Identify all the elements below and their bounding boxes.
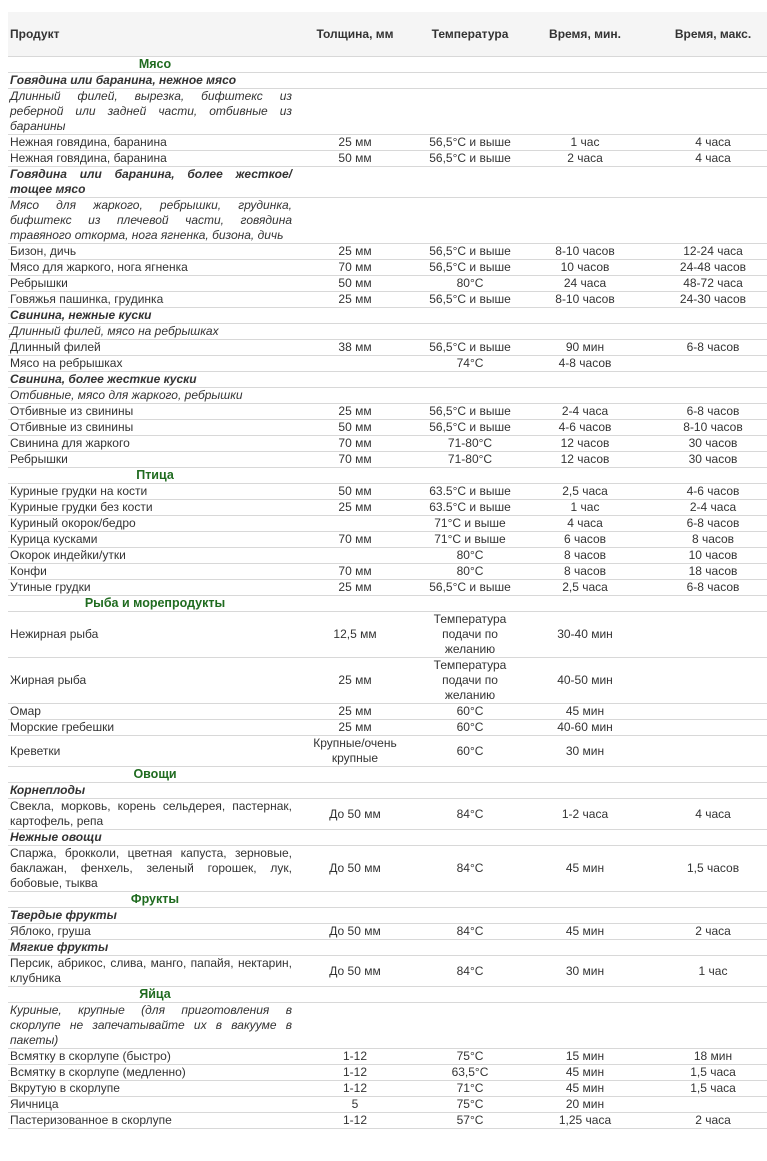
cell-product: Креветки — [8, 736, 294, 767]
cell-temperature: 71°С — [416, 1081, 524, 1097]
cell-thickness: 25 мм — [294, 244, 416, 260]
cell-thickness: 1-12 — [294, 1081, 416, 1097]
cell-product: Персик, абрикос, слива, манго, папайя, нектарин, клубника — [10, 956, 292, 985]
cell-temperature: 71°С и выше — [416, 532, 524, 548]
cell-thickness: Крупные/очень крупные — [294, 736, 416, 767]
cell-time-max: 4 часа — [646, 151, 767, 167]
table-row — [8, 532, 767, 548]
group-subheading: Твердые фрукты — [8, 908, 294, 924]
cell-thickness: 70 мм — [294, 452, 416, 468]
cell-time-min: 12 часов — [524, 452, 646, 468]
cell-time-max: 24-30 часов — [646, 292, 767, 308]
table-row — [8, 1049, 767, 1065]
cell-thickness: До 50 мм — [294, 924, 416, 940]
table-row — [8, 135, 767, 151]
cell-product: Вкрутую в скорлупе — [8, 1081, 294, 1097]
cell-thickness: 25 мм — [294, 658, 416, 704]
cell-product: Ребрышки — [8, 452, 294, 468]
cell-time-max: 18 часов — [646, 564, 767, 580]
cell-thickness: 25 мм — [294, 720, 416, 736]
cell-time-max: 6-8 часов — [646, 580, 767, 596]
table-row — [8, 516, 767, 532]
group-note: Длинный филей, мясо на ребрышках — [8, 324, 294, 340]
cell-temperature: 63.5°С и выше — [416, 500, 524, 516]
group-note-row — [8, 388, 767, 404]
cell-time-min: 1-2 часа — [524, 799, 646, 830]
cell-thickness: 25 мм — [294, 500, 416, 516]
table-row — [8, 484, 767, 500]
table-row — [8, 580, 767, 596]
header-product: Продукт — [8, 12, 294, 57]
table-row — [8, 846, 767, 892]
cell-product: Всмятку в скорлупе (быстро) — [8, 1049, 294, 1065]
cell-thickness: 70 мм — [294, 436, 416, 452]
table-row — [8, 340, 767, 356]
section-header — [8, 468, 767, 484]
cell-time-min: 8-10 часов — [524, 292, 646, 308]
cell-time-max — [646, 356, 767, 372]
table-row — [8, 151, 767, 167]
header-time-max: Время, макс. — [646, 12, 767, 57]
cell-temperature: 56,5°С и выше — [416, 340, 524, 356]
cell-temperature: 56,5°С и выше — [416, 580, 524, 596]
cell-product: Куриные грудки на кости — [8, 484, 294, 500]
group-subheading-row — [8, 783, 767, 799]
group-subheading: Корнеплоды — [8, 783, 294, 799]
cell-temperature: Температура подачи по желанию — [416, 612, 524, 658]
cell-thickness: 70 мм — [294, 532, 416, 548]
table-row — [8, 244, 767, 260]
table-row — [8, 356, 767, 372]
table-row — [8, 1081, 767, 1097]
header-row — [8, 12, 767, 57]
table-row — [8, 658, 767, 704]
group-subheading: Свинина, нежные куски — [8, 308, 294, 324]
cell-temperature: 60°С — [416, 736, 524, 767]
cell-time-min: 2,5 часа — [524, 580, 646, 596]
section-title: Птица — [136, 468, 174, 482]
cell-product: Морские гребешки — [8, 720, 294, 736]
cell-product: Отбивные из свинины — [8, 404, 294, 420]
cell-product: Нежная говядина, баранина — [8, 151, 294, 167]
cell-time-max: 6-8 часов — [646, 340, 767, 356]
group-note: Мясо для жаркого, ребрышки, грудинка, бифштекс из плечевой части, говядина травяного откорма, нога ягненка, бизона, дичь — [10, 198, 292, 242]
cell-time-max: 1,5 часа — [646, 1065, 767, 1081]
cell-thickness — [294, 516, 416, 532]
group-subheading: Мягкие фрукты — [8, 940, 294, 956]
cell-time-min: 4-8 часов — [524, 356, 646, 372]
cell-time-min: 40-50 мин — [524, 658, 646, 704]
group-subheading-row — [8, 830, 767, 846]
cell-time-min: 2-4 часа — [524, 404, 646, 420]
cell-time-min: 8 часов — [524, 548, 646, 564]
cell-time-min: 4 часа — [524, 516, 646, 532]
group-note-row — [8, 89, 767, 135]
cell-time-max — [646, 704, 767, 720]
cell-time-max — [646, 612, 767, 658]
cell-temperature: 63,5°С — [416, 1065, 524, 1081]
cell-time-min: 2 часа — [524, 151, 646, 167]
cell-time-max: 30 часов — [646, 452, 767, 468]
table-row — [8, 564, 767, 580]
table-row — [8, 292, 767, 308]
table-row — [8, 704, 767, 720]
cell-product: Спаржа, брокколи, цветная капуста, зерновые, баклажан, фенхель, зеленый горошек, лук, бобовые, тыква — [10, 846, 292, 890]
section-title: Овощи — [133, 767, 177, 781]
table-row — [8, 500, 767, 516]
table-row — [8, 799, 767, 830]
cell-thickness: 25 мм — [294, 404, 416, 420]
cooking-table — [8, 12, 767, 1129]
cell-product: Свинина для жаркого — [8, 436, 294, 452]
cell-time-min: 10 часов — [524, 260, 646, 276]
cell-product: Свекла, морковь, корень сельдерея, пастернак, картофель, репа — [10, 799, 292, 828]
cell-time-min: 45 мин — [524, 1081, 646, 1097]
cell-product: Длинный филей — [8, 340, 294, 356]
group-subheading-row — [8, 940, 767, 956]
cell-product: Мясо для жаркого, нога ягненка — [8, 260, 294, 276]
section-title: Фрукты — [130, 892, 180, 906]
table-row — [8, 736, 767, 767]
cell-time-min: 8-10 часов — [524, 244, 646, 260]
cell-temperature: 71-80°С — [416, 436, 524, 452]
cell-time-min: 45 мин — [524, 704, 646, 720]
section-title: Мясо — [138, 57, 172, 71]
cell-time-max: 6-8 часов — [646, 404, 767, 420]
cell-time-max: 24-48 часов — [646, 260, 767, 276]
cell-thickness: 70 мм — [294, 564, 416, 580]
cell-time-min: 2,5 часа — [524, 484, 646, 500]
cell-product: Ребрышки — [8, 276, 294, 292]
cell-time-max: 2 часа — [646, 1113, 767, 1129]
table-row — [8, 548, 767, 564]
cell-time-max: 8 часов — [646, 532, 767, 548]
cell-time-min: 4-6 часов — [524, 420, 646, 436]
table-row — [8, 924, 767, 940]
group-subheading-row — [8, 908, 767, 924]
cell-product: Отбивные из свинины — [8, 420, 294, 436]
header-thickness: Толщина, мм — [294, 12, 416, 57]
group-subheading-row — [8, 308, 767, 324]
group-note-row — [8, 198, 767, 244]
cell-time-max: 10 часов — [646, 548, 767, 564]
cell-product: Омар — [8, 704, 294, 720]
table-row — [8, 956, 767, 987]
cell-time-min: 15 мин — [524, 1049, 646, 1065]
cell-temperature: 60°С — [416, 704, 524, 720]
cell-time-min: 30 мин — [524, 736, 646, 767]
cell-product: Яичница — [8, 1097, 294, 1113]
cell-thickness: 1-12 — [294, 1049, 416, 1065]
table-row — [8, 260, 767, 276]
table-row — [8, 452, 767, 468]
cell-product: Мясо на ребрышках — [8, 356, 294, 372]
cell-product: Куриные грудки без кости — [8, 500, 294, 516]
cell-time-max: 48-72 часа — [646, 276, 767, 292]
cell-thickness: До 50 мм — [294, 956, 416, 987]
cell-time-min: 45 мин — [524, 1065, 646, 1081]
cell-temperature: 71°С и выше — [416, 516, 524, 532]
group-note: Длинный филей, вырезка, бифштекс из реберной или задней части, отбивные из баранины — [10, 89, 292, 133]
cell-temperature: 57°С — [416, 1113, 524, 1129]
cell-time-max: 30 часов — [646, 436, 767, 452]
cell-temperature: 80°С — [416, 276, 524, 292]
cell-product: Нежирная рыба — [8, 612, 294, 658]
cell-time-max — [646, 736, 767, 767]
header-time-min: Время, мин. — [524, 12, 646, 57]
group-subheading-row — [8, 372, 767, 388]
cell-time-min: 30 мин — [524, 956, 646, 987]
group-subheading-row — [8, 167, 767, 198]
cell-time-min: 8 часов — [524, 564, 646, 580]
table-row — [8, 276, 767, 292]
cell-time-min: 20 мин — [524, 1097, 646, 1113]
section-header — [8, 596, 767, 612]
cell-temperature: 75°С — [416, 1097, 524, 1113]
group-subheading: Говядина или баранина, нежное мясо — [8, 73, 294, 89]
cell-temperature: 74°С — [416, 356, 524, 372]
cell-temperature: 56,5°С и выше — [416, 260, 524, 276]
table-row — [8, 1065, 767, 1081]
section-header — [8, 57, 767, 73]
cell-temperature: 63.5°С и выше — [416, 484, 524, 500]
cell-thickness: 25 мм — [294, 292, 416, 308]
cell-product: Конфи — [8, 564, 294, 580]
table-row — [8, 1113, 767, 1129]
cell-time-min: 1,25 часа — [524, 1113, 646, 1129]
table-row — [8, 404, 767, 420]
cell-temperature: 56,5°С и выше — [416, 292, 524, 308]
cell-thickness: 1-12 — [294, 1065, 416, 1081]
group-subheading-row — [8, 73, 767, 89]
cell-product: Жирная рыба — [8, 658, 294, 704]
section-header — [8, 987, 767, 1003]
cell-thickness — [294, 548, 416, 564]
cell-time-max: 2-4 часа — [646, 500, 767, 516]
cell-time-min: 1 час — [524, 135, 646, 151]
cell-temperature: 56,5°С и выше — [416, 404, 524, 420]
section-title: Яйца — [139, 987, 171, 1001]
table-row — [8, 612, 767, 658]
cell-temperature: 80°С — [416, 564, 524, 580]
cell-time-max: 12-24 часа — [646, 244, 767, 260]
cell-product: Бизон, дичь — [8, 244, 294, 260]
cell-time-max — [646, 658, 767, 704]
cell-product: Говяжья пашинка, грудинка — [8, 292, 294, 308]
cell-thickness: До 50 мм — [294, 846, 416, 892]
cell-temperature: 56,5°С и выше — [416, 135, 524, 151]
cell-product: Окорок индейки/утки — [8, 548, 294, 564]
cell-thickness: 12,5 мм — [294, 612, 416, 658]
cell-product: Куриный окорок/бедро — [8, 516, 294, 532]
cell-time-min: 30-40 мин — [524, 612, 646, 658]
cell-product: Курица кусками — [8, 532, 294, 548]
group-note-row — [8, 1003, 767, 1049]
cell-temperature: 84°С — [416, 799, 524, 830]
cell-thickness: 50 мм — [294, 484, 416, 500]
cell-product: Утиные грудки — [8, 580, 294, 596]
section-header — [8, 892, 767, 908]
group-note: Отбивные, мясо для жаркого, ребрышки — [8, 388, 294, 404]
cell-temperature: 84°С — [416, 846, 524, 892]
table-row — [8, 420, 767, 436]
cell-thickness: 25 мм — [294, 580, 416, 596]
cell-time-min: 24 часа — [524, 276, 646, 292]
cell-time-min: 40-60 мин — [524, 720, 646, 736]
cell-time-max: 4-6 часов — [646, 484, 767, 500]
cell-time-max: 1,5 часа — [646, 1081, 767, 1097]
cell-temperature: 75°С — [416, 1049, 524, 1065]
cell-time-min: 6 часов — [524, 532, 646, 548]
cell-product: Яблоко, груша — [8, 924, 294, 940]
group-subheading: Нежные овощи — [8, 830, 294, 846]
cell-temperature: 84°С — [416, 924, 524, 940]
cell-product: Всмятку в скорлупе (медленно) — [8, 1065, 294, 1081]
cell-time-max: 4 часа — [646, 799, 767, 830]
cell-temperature: 84°С — [416, 956, 524, 987]
cell-temperature: 80°С — [416, 548, 524, 564]
group-subheading: Говядина или баранина, более жесткое/ тощее мясо — [10, 167, 292, 196]
cell-time-max: 4 часа — [646, 135, 767, 151]
cell-time-max: 8-10 часов — [646, 420, 767, 436]
cell-time-min: 1 час — [524, 500, 646, 516]
group-subheading: Свинина, более жесткие куски — [8, 372, 294, 388]
cell-time-max: 6-8 часов — [646, 516, 767, 532]
cell-thickness: 50 мм — [294, 276, 416, 292]
group-note-row — [8, 324, 767, 340]
table-row — [8, 1097, 767, 1113]
cell-temperature: Температура подачи по желанию — [416, 658, 524, 704]
cell-time-max: 18 мин — [646, 1049, 767, 1065]
cell-time-max: 2 часа — [646, 924, 767, 940]
table-body — [8, 57, 767, 1129]
cell-time-max — [646, 720, 767, 736]
cell-time-min: 45 мин — [524, 924, 646, 940]
section-title: Рыба и морепродукты — [84, 596, 226, 610]
cell-product: Нежная говядина, баранина — [8, 135, 294, 151]
cell-time-min: 12 часов — [524, 436, 646, 452]
cell-thickness: До 50 мм — [294, 799, 416, 830]
cell-temperature: 71-80°С — [416, 452, 524, 468]
group-note: Куриные, крупные (для приготовления в скорлупе не запечатывайте их в вакууме в пакеты) — [10, 1003, 292, 1047]
section-header — [8, 767, 767, 783]
cell-temperature: 56,5°С и выше — [416, 420, 524, 436]
cell-thickness: 50 мм — [294, 151, 416, 167]
cell-time-min: 45 мин — [524, 846, 646, 892]
cell-time-max: 1,5 часов — [646, 846, 767, 892]
table-row — [8, 720, 767, 736]
cell-temperature: 56,5°С и выше — [416, 244, 524, 260]
cell-thickness: 50 мм — [294, 420, 416, 436]
cell-time-max: 1 час — [646, 956, 767, 987]
cell-thickness: 1-12 — [294, 1113, 416, 1129]
cell-thickness: 70 мм — [294, 260, 416, 276]
table-row — [8, 436, 767, 452]
cell-time-min: 90 мин — [524, 340, 646, 356]
cell-thickness: 38 мм — [294, 340, 416, 356]
cell-product: Пастеризованное в скорлупе — [8, 1113, 294, 1129]
cell-temperature: 56,5°С и выше — [416, 151, 524, 167]
cell-thickness: 25 мм — [294, 704, 416, 720]
cell-time-max — [646, 1097, 767, 1113]
header-temperature: Температура — [416, 12, 524, 57]
cell-temperature: 60°С — [416, 720, 524, 736]
cell-thickness: 25 мм — [294, 135, 416, 151]
cell-thickness: 5 — [294, 1097, 416, 1113]
cell-thickness — [294, 356, 416, 372]
